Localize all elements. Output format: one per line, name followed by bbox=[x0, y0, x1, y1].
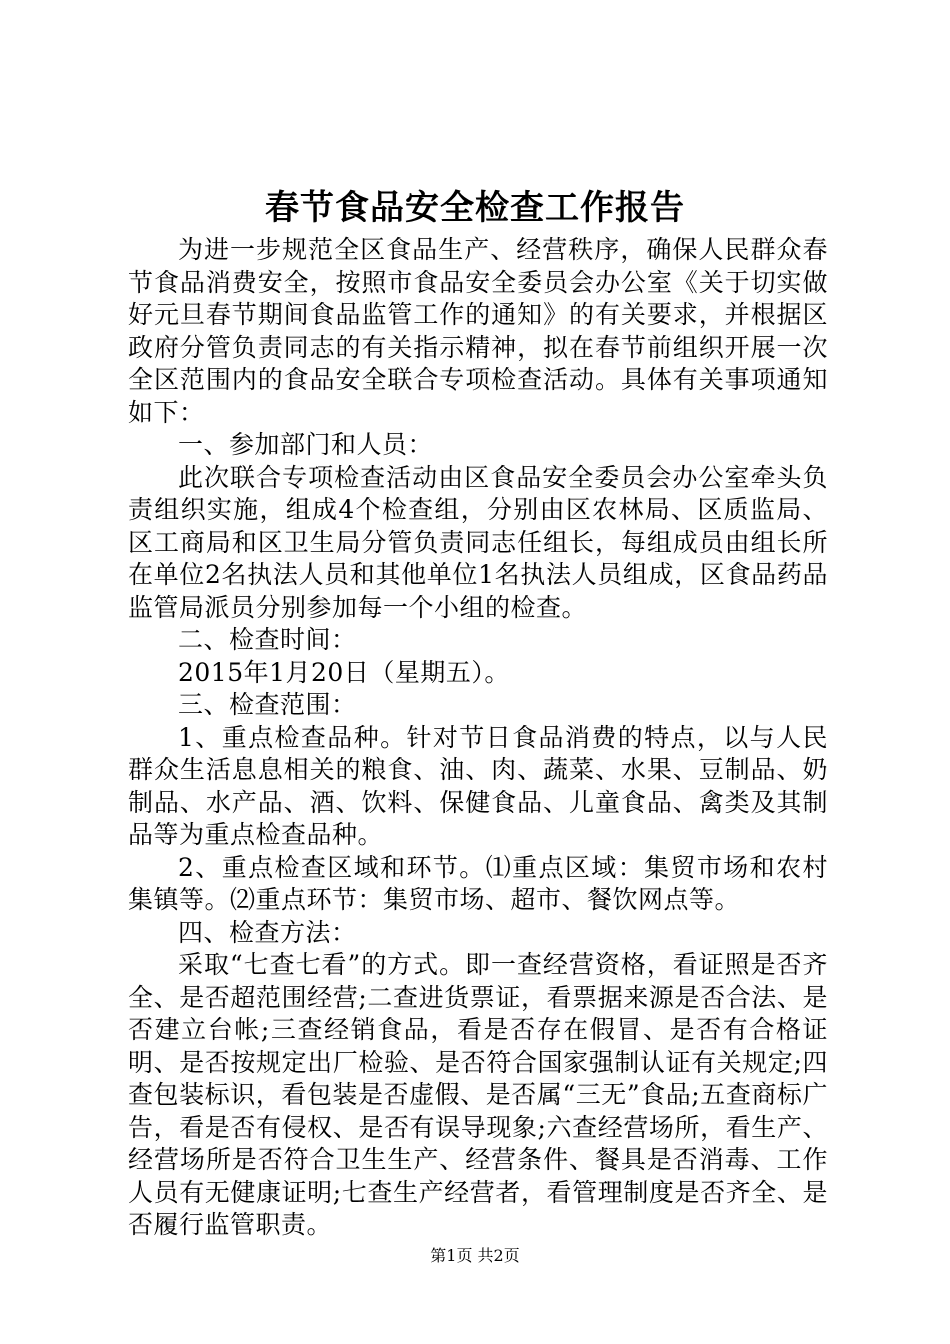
document-body bbox=[128, 234, 828, 1242]
section-heading-method: 四、检查方法： bbox=[178, 917, 357, 947]
page-footer: 第1页 共2页 bbox=[430, 1246, 520, 1265]
method-paragraph: 采取“七查七看”的方式。即一查经营资格，看证照是否齐全、是否超范围经营;二查进货票证，看票据来源是否合法、是否建立台帐;三查经销食品，看是否存在假冒、是否有合格证明、是否按规定出厂检验、是否符合国家强制认证有关规定;四查包装标识，看包装是否虚假、是否属“三无”食品;五查商标广告，看是否有侵权、是否有误导现象;六查经营场所，看生产、经营场所是否符合卫生生产、经营条件、餐具是否消毒、工作人员有无健康证明;七查生产经营者，看管理制度是否齐全、是否履行监管职责。 bbox=[128, 950, 828, 1239]
document-title: 春节食品安全检查工作报告 bbox=[265, 188, 685, 228]
departments-paragraph: 此次联合专项检查活动由区食品安全委员会办公室牵头负责组织实施，组成4个检查组，分别由区农林局、区质监局、区工商局和区卫生局分管负责同志任组长，每组成员由组长所在单位2名执法人员和其他单位1名执法人员组成，区食品药品监管局派员分别参加每一个小组的检查。 bbox=[128, 462, 828, 622]
scope-item-1: 1、重点检查品种。针对节日食品消费的特点，以与人民群众生活息息相关的粮食、油、肉、蔬菜、水果、豆制品、奶制品、水产品、酒、饮料、保健食品、儿童食品、禽类及其制品等为重点检查品种。 bbox=[128, 722, 828, 849]
scope-item-2: 2、重点检查区域和环节。⑴重点区域：集贸市场和农村集镇等。⑵重点环节：集贸市场、超市、餐饮网点等。 bbox=[128, 852, 828, 914]
intro-paragraph: 为进一步规范全区食品生产、经营秩序，确保人民群众春节食品消费安全，按照市食品安全委员会办公室《关于切实做好元旦春节期间食品监管工作的通知》的有关要求，并根据区政府分管负责同志的有关指示精神，拟在春节前组织开展一次全区范围内的食品安全联合专项检查活动。具体有关事项通知如下： bbox=[128, 235, 828, 427]
section-heading-scope: 三、检查范围： bbox=[178, 690, 357, 719]
section-heading-time: 二、检查时间： bbox=[178, 625, 357, 654]
section-heading-departments: 一、参加部门和人员： bbox=[178, 430, 434, 459]
time-paragraph: 2015年1月20日（星期五）。 bbox=[178, 657, 510, 687]
